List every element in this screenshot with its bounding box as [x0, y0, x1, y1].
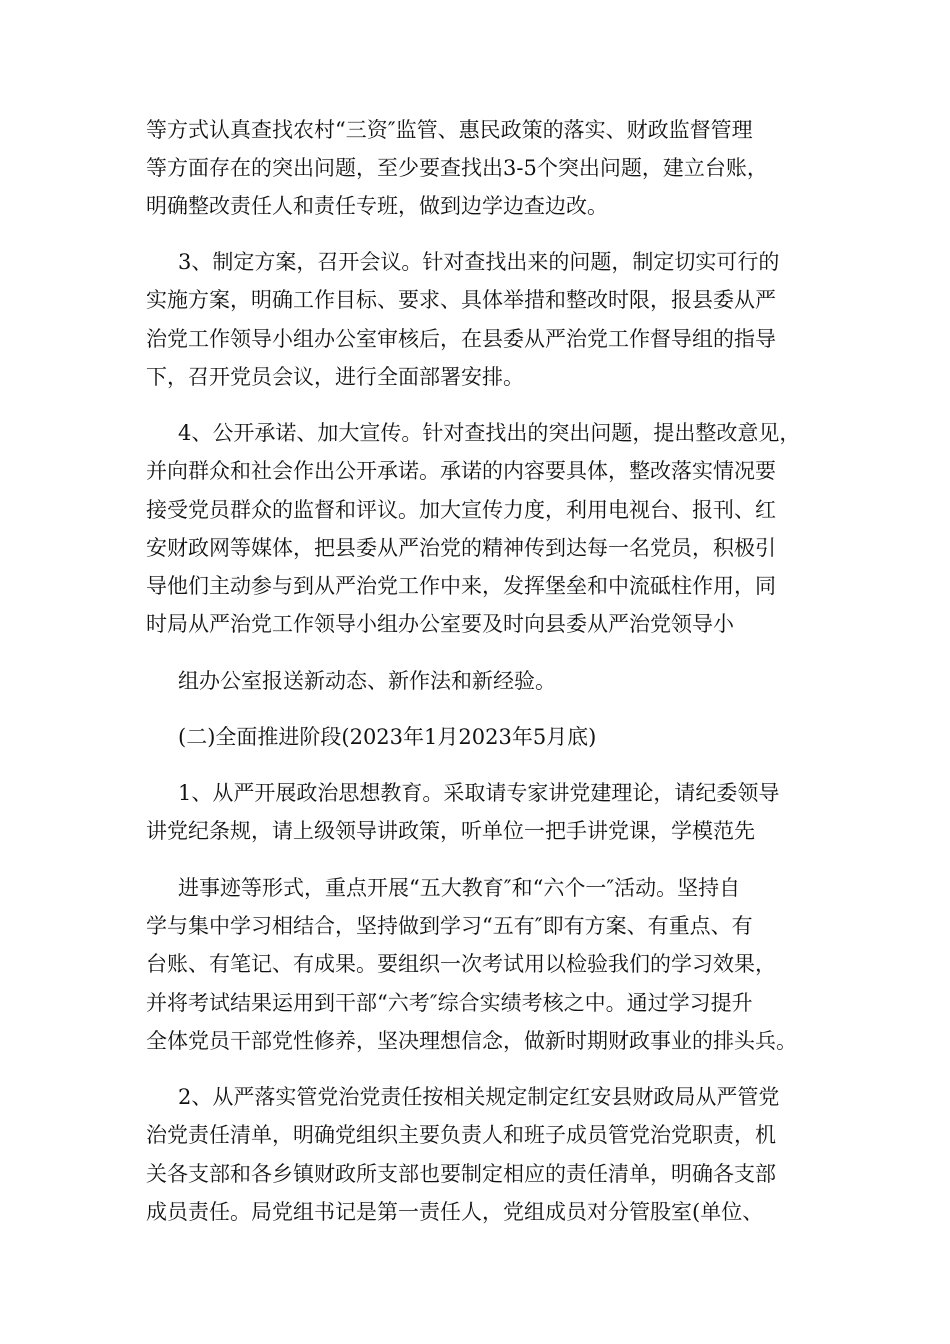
paragraph-1-start: 1、从严开展政治思想教育。采取请专家讲党建理论，请纪委领导 [178, 781, 780, 805]
text-line: 进事迹等形式，重点开展“五大教育″和“六个一″活动。坚持自 [178, 876, 741, 900]
text-line: 并向群众和社会作出公开承诺。承诺的内容要具体，整改落实情况要 [146, 459, 776, 483]
text-line: 成员责任。局党组书记是第一责任人，党组成员对分管股室(单位、 [146, 1200, 764, 1224]
text-line: 接受党员群众的监督和评议。加大宣传力度，利用电视台、报刊、红 [146, 498, 776, 522]
text-line: 时局从严治党工作领导小组办公室要及时向县委从严治党领导小 [146, 612, 734, 636]
text-line: 等方面存在的突出问题，至少要查找出3-5个突出问题，建立台账， [146, 156, 768, 180]
text-line: 治党责任清单，明确党组织主要负责人和班子成员管党治党职责，机 [146, 1123, 776, 1147]
section-heading: (二)全面推进阶段(2023年1月2023年5月底) [178, 725, 597, 749]
text-line: 导他们主动参与到从严治党工作中来，发挥堡垒和中流砥柱作用，同 [146, 574, 776, 598]
text-line: 组办公室报送新动态、新作法和新经验。 [178, 669, 556, 693]
text-line: 治党工作领导小组办公室审核后，在县委从严治党工作督导组的指导 [146, 327, 776, 351]
paragraph-2-start: 2、从严落实管党治党责任按相关规定制定红安县财政局从严管党 [178, 1085, 780, 1109]
text-line: 全体党员干部党性修养，坚决理想信念，做新时期财政事业的排头兵。 [146, 1029, 797, 1053]
text-line: 并将考试结果运用到干部“六考″综合实绩考核之中。通过学习提升 [146, 991, 753, 1015]
text-line: 台账、有笔记、有成果。要组织一次考试用以检验我们的学习效果， [146, 952, 776, 976]
text-line: 关各支部和各乡镇财政所支部也要制定相应的责任清单，明确各支部 [146, 1162, 776, 1186]
text-line: 学与集中学习相结合，坚持做到学习“五有″即有方案、有重点、有 [146, 914, 753, 938]
text-line: 明确整改责任人和责任专班，做到边学边查边改。 [146, 194, 608, 218]
text-line: 实施方案，明确工作目标、要求、具体举措和整改时限，报县委从严 [146, 288, 776, 312]
paragraph-4-start: 4、公开承诺、加大宣传。针对查找出的突出问题，提出整改意见， [178, 421, 801, 445]
text-line: 安财政网等媒体，把县委从严治党的精神传到达每一名党员，积极引 [146, 536, 776, 560]
text-line: 等方式认真查找农村“三资″监管、惠民政策的落实、财政监督管理 [146, 118, 753, 142]
paragraph-3-start: 3、制定方案，召开会议。针对查找出来的问题，制定切实可行的 [178, 250, 780, 274]
text-line: 下，召开党员会议，进行全面部署安排。 [146, 365, 524, 389]
text-line: 讲党纪条规，请上级领导讲政策，听单位一把手讲党课，学模范先 [146, 819, 755, 843]
